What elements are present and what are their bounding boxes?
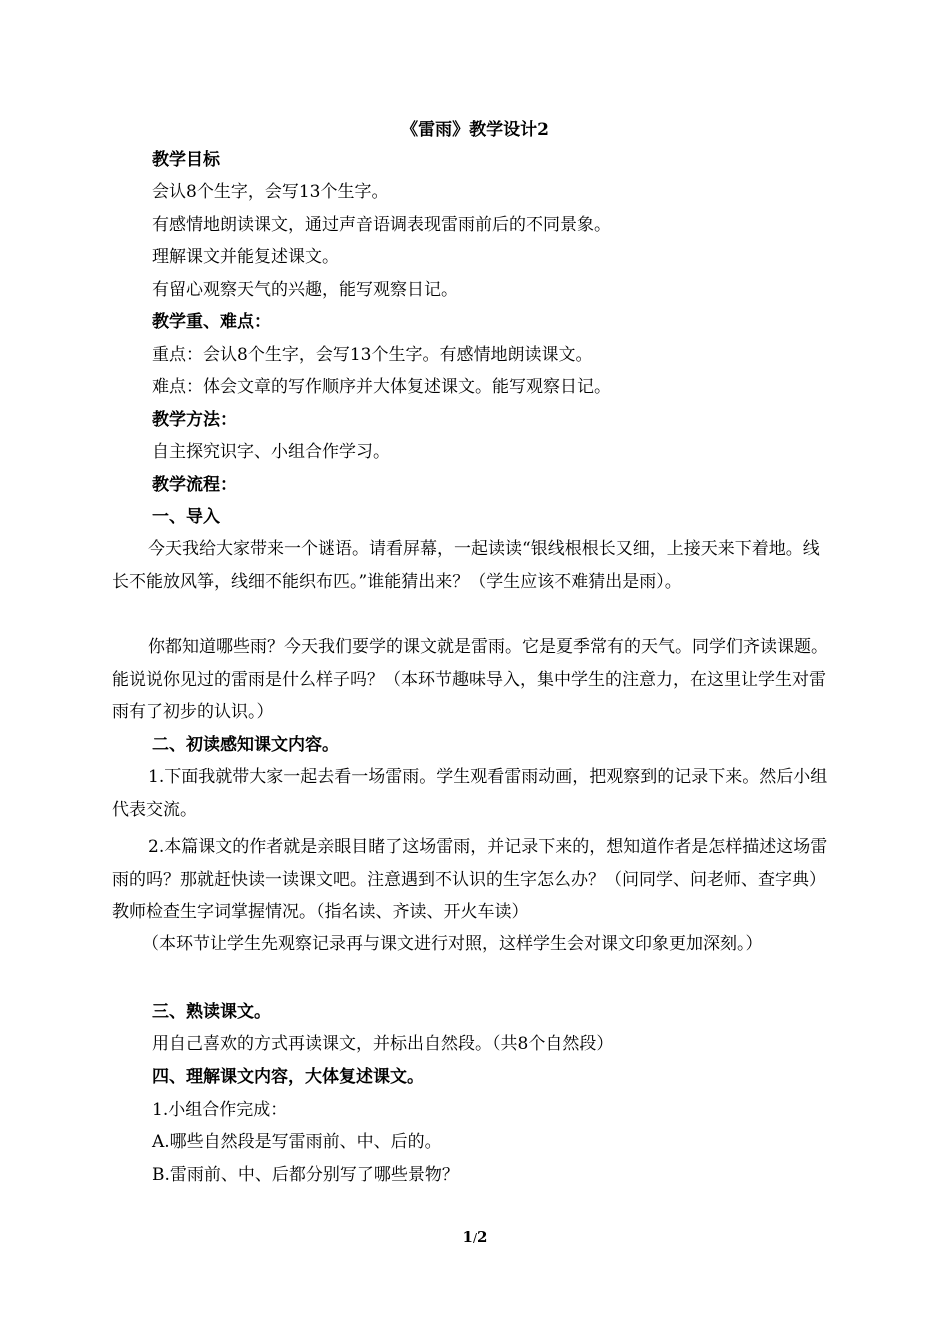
goals-heading: 教学目标 [152, 150, 220, 170]
step4-item-1: 1.小组合作完成： [152, 1100, 288, 1120]
process-heading: 教学流程： [152, 475, 237, 495]
step1-heading: 一、导入 [152, 507, 220, 527]
step2-heading: 二、初读感知课文内容。 [152, 735, 339, 755]
step1-paragraph-1: 今天我给大家带来一个谜语。请看屏幕，一起读读“银线根根长又细，上接天来下着地。线长不能放风筝，线细不能织布匹。”谁能猜出来？（学生应该不难猜出是雨）。 [112, 539, 820, 592]
step2-paragraph-2: 2.本篇课文的作者就是亲眼目睹了这场雷雨，并记录下来的，想知道作者是怎样描述这场雷雨的吗？那就赶快读一读课文吧。注意遇到不认识的生字怎么办？（问同学、问老师、查字典）教师检查生字词掌握情况。（指名读、齐读、开火车读） [112, 837, 828, 922]
current-page: 1 [462, 1228, 473, 1246]
step3-text: 用自己喜欢的方式再读课文，并标出自然段。（共8个自然段） [152, 1034, 614, 1054]
difficult-point: 难点：体会文章的写作顺序并大体复述课文。能写观察日记。 [152, 377, 611, 397]
goal-4: 有留心观察天气的兴趣，能写观察日记。 [152, 280, 458, 300]
step1-paragraph-2: 你都知道哪些雨？今天我们要学的课文就是雷雨。它是夏季常有的天气。同学们齐读课题。能说说你见过的雷雨是什么样子吗？（本环节趣味导入，集中学生的注意力，在这里让学生对雷雨有了初步的认识。） [112, 637, 828, 722]
step2-paragraph-1: 1.下面我就带大家一起去看一场雷雨。学生观看雷雨动画，把观察到的记录下来。然后小组代表交流。 [112, 767, 828, 820]
step4-item-b: B.雷雨前、中、后都分别写了哪些景物？ [152, 1165, 459, 1185]
goal-3: 理解课文并能复述课文。 [152, 247, 339, 267]
step4-heading: 四、理解课文内容，大体复述课文。 [152, 1067, 424, 1087]
document-title: 《雷雨》教学设计2 [401, 120, 549, 140]
total-pages: 2 [477, 1228, 488, 1246]
goal-2: 有感情地朗读课文，通过声音语调表现雷雨前后的不同景象。 [152, 215, 611, 235]
key-heading: 教学重、难点： [152, 312, 271, 332]
step4-item-a: A.哪些自然段是写雷雨前、中、后的。 [152, 1132, 442, 1152]
page-separator: / [472, 1231, 478, 1245]
step2-paragraph-3: （本环节让学生先观察记录再与课文进行对照，这样学生会对课文印象更加深刻。） [142, 934, 763, 954]
step3-heading: 三、熟读课文。 [152, 1002, 271, 1022]
page-number [0, 1226, 950, 1249]
method-text: 自主探究识字、小组合作学习。 [152, 442, 390, 462]
method-heading: 教学方法： [152, 410, 237, 430]
goal-1: 会认8个生字，会写13个生字。 [152, 182, 389, 202]
key-point: 重点：会认8个生字，会写13个生字。有感情地朗读课文。 [152, 345, 593, 365]
